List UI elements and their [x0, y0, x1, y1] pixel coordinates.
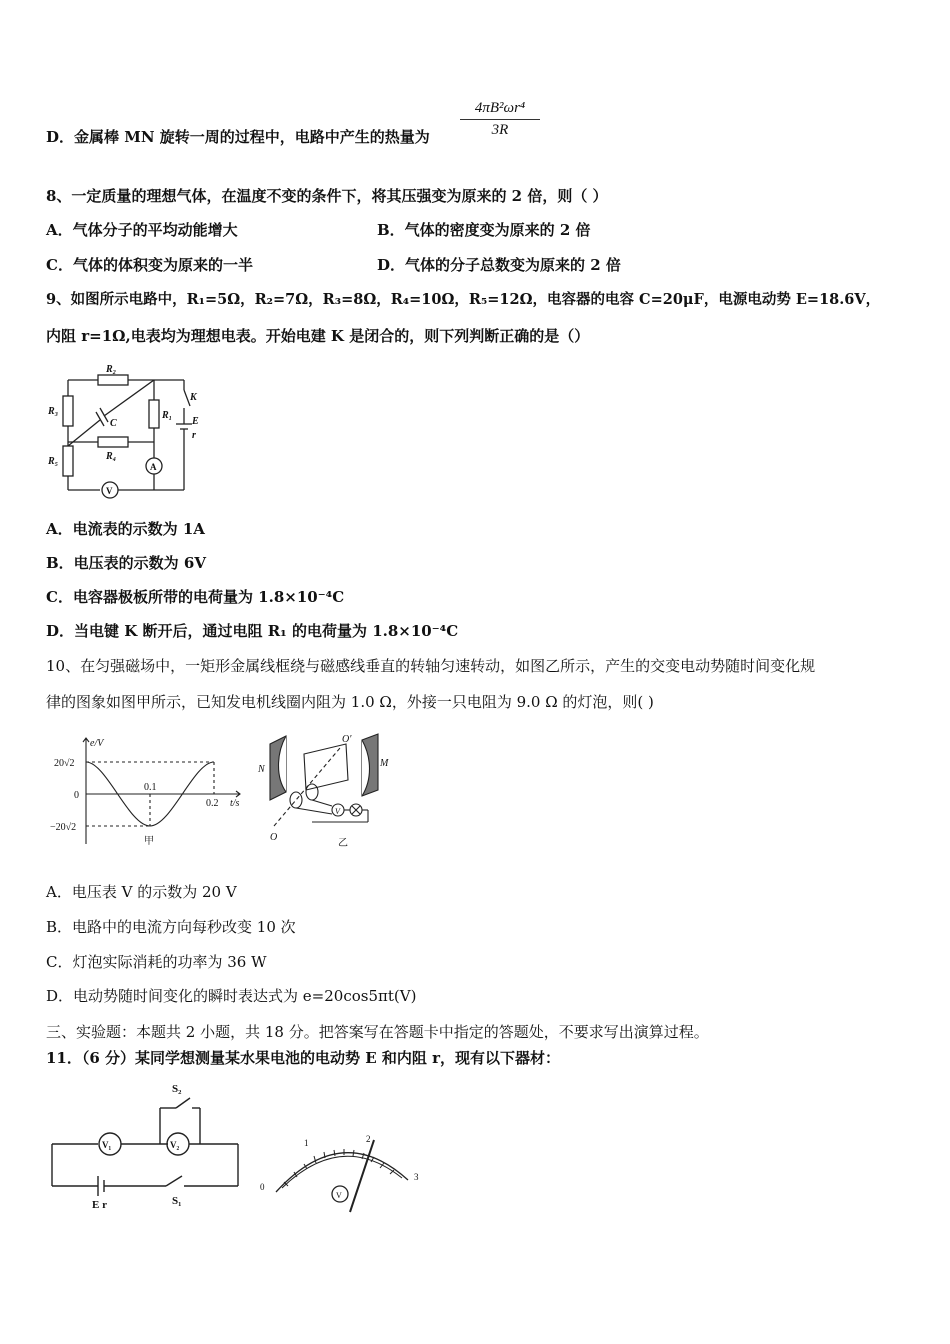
- label-o-prime: O′: [342, 734, 352, 745]
- q7-option-d: D．金属棒 MN 旋转一周的过程中，电路中产生的热量为: [46, 128, 430, 146]
- formula-numerator: 4πB²ωr⁴: [460, 100, 540, 120]
- label-v: V: [106, 486, 113, 496]
- q8-option-c: C．气体的体积变为原来的一半: [46, 256, 253, 274]
- resistor-r1: [149, 400, 159, 428]
- q10-option-b: B．电路中的电流方向每秒改变 10 次: [46, 918, 296, 936]
- q8-option-b: B．气体的密度变为原来的 2 倍: [377, 221, 591, 239]
- label-v2: V₂: [170, 1140, 180, 1150]
- graph-ymin: −20√2: [50, 822, 77, 833]
- q10-stem-1: 10、在匀强磁场中，一矩形金属线框绕与磁感线垂直的转轴匀速转动，如图乙所示，产生的交变电动势随时间变化规: [46, 657, 816, 675]
- label-c: C: [110, 418, 117, 429]
- label-o: O: [270, 832, 278, 843]
- graph-tick-0.1: 0.1: [144, 782, 157, 793]
- q10-stem-2: 律的图象如图甲所示，已知发电机线圈内阻为 1.0 Ω，外接一只电阻为 9.0 Ω 的灯泡，则( ): [46, 693, 654, 711]
- resistor-r3: [63, 396, 73, 426]
- q10-generator-diagram: [252, 730, 400, 850]
- graph-zero: 0: [74, 790, 79, 801]
- label-n: N: [258, 764, 265, 775]
- q9-option-b: B．电压表的示数为 6V: [46, 554, 206, 572]
- label-s2: S₂: [172, 1083, 182, 1095]
- label-v1: V₁: [102, 1140, 112, 1150]
- q11-voltmeter-dial: [254, 1130, 430, 1216]
- label-r: r: [192, 430, 196, 441]
- section-3-title: 三、实验题：本题共 2 小题，共 18 分。把答案写在答题卡中指定的答题处，不要求写出演算过程。: [46, 1023, 709, 1041]
- dial-ticks: [284, 1149, 394, 1186]
- q8-stem: 8、一定质量的理想气体，在温度不变的条件下，将其压强变为原来的 2 倍，则（ ）: [46, 187, 608, 205]
- dial-label-1: 1: [304, 1138, 309, 1148]
- label-r3: R₃: [48, 406, 59, 417]
- label-s1: S₁: [172, 1195, 182, 1207]
- q10-option-a: A．电压表 V 的示数为 20 V: [46, 883, 237, 901]
- label-e: E: [192, 416, 199, 427]
- q10-option-d: D．电动势随时间变化的瞬时表达式为 e=20cos5πt(V): [46, 987, 417, 1005]
- dial-label-0: 0: [260, 1182, 265, 1192]
- dial-meter-v: V: [336, 1191, 342, 1200]
- q8-option-a: A．气体分子的平均动能增大: [46, 221, 238, 239]
- q9-stem-2: 内阻 r=1Ω,电表均为理想电表。开始电建 K 是闭合的，则下列判断正确的是（）: [46, 327, 590, 345]
- label-r2: R₂: [106, 364, 117, 375]
- label-r4: R₄: [106, 451, 117, 462]
- dial-label-3: 3: [414, 1172, 419, 1182]
- q11-stem: 11．（6 分）某同学想测量某水果电池的电动势 E 和内阻 r，现有以下器材：: [46, 1049, 561, 1067]
- graph-xlabel: t/s: [230, 798, 240, 809]
- label-v: V: [335, 807, 340, 816]
- graph-ymax: 20√2: [54, 758, 75, 769]
- formula-denominator: 3R: [491, 122, 509, 138]
- label-m: M: [380, 758, 389, 769]
- resistor-r5: [63, 446, 73, 476]
- q9-option-d: D．当电键 K 断开后，通过电阻 R₁ 的电荷量为 1.8×10⁻⁴C: [46, 622, 459, 640]
- label-r5: R₅: [48, 456, 59, 467]
- graph-caption: 甲: [144, 836, 154, 847]
- label-r1: R₁: [162, 410, 173, 421]
- label-a: A: [150, 462, 157, 472]
- graph-ylabel: e/V: [90, 738, 104, 749]
- q9-circuit-diagram: [44, 362, 204, 500]
- q9-option-c: C．电容器极板所带的电荷量为 1.8×10⁻⁴C: [46, 588, 345, 606]
- graph-tick-0.2: 0.2: [206, 798, 219, 809]
- q10-option-c: C．灯泡实际消耗的功率为 36 W: [46, 953, 267, 971]
- q11-circuit-diagram: [48, 1078, 244, 1212]
- dial-label-2: 2: [366, 1134, 371, 1144]
- device-caption: 乙: [338, 838, 348, 849]
- label-er: E r: [92, 1199, 107, 1211]
- q10-emf-graph: [44, 732, 254, 850]
- resistor-r4: [98, 437, 128, 447]
- q9-stem-1: 9、如图所示电路中，R₁=5Ω，R₂=7Ω，R₃=8Ω，R₄=10Ω，R₅=12Ω，电容器的电容 C=20μF，电源电动势 E=18.6V，: [46, 291, 881, 308]
- heat-formula: [460, 100, 540, 139]
- q8-option-d: D．气体的分子总数变为原来的 2 倍: [377, 256, 621, 274]
- label-k: K: [190, 392, 197, 403]
- q9-option-a: A．电流表的示数为 1A: [46, 520, 205, 538]
- resistor-r2: [98, 375, 128, 385]
